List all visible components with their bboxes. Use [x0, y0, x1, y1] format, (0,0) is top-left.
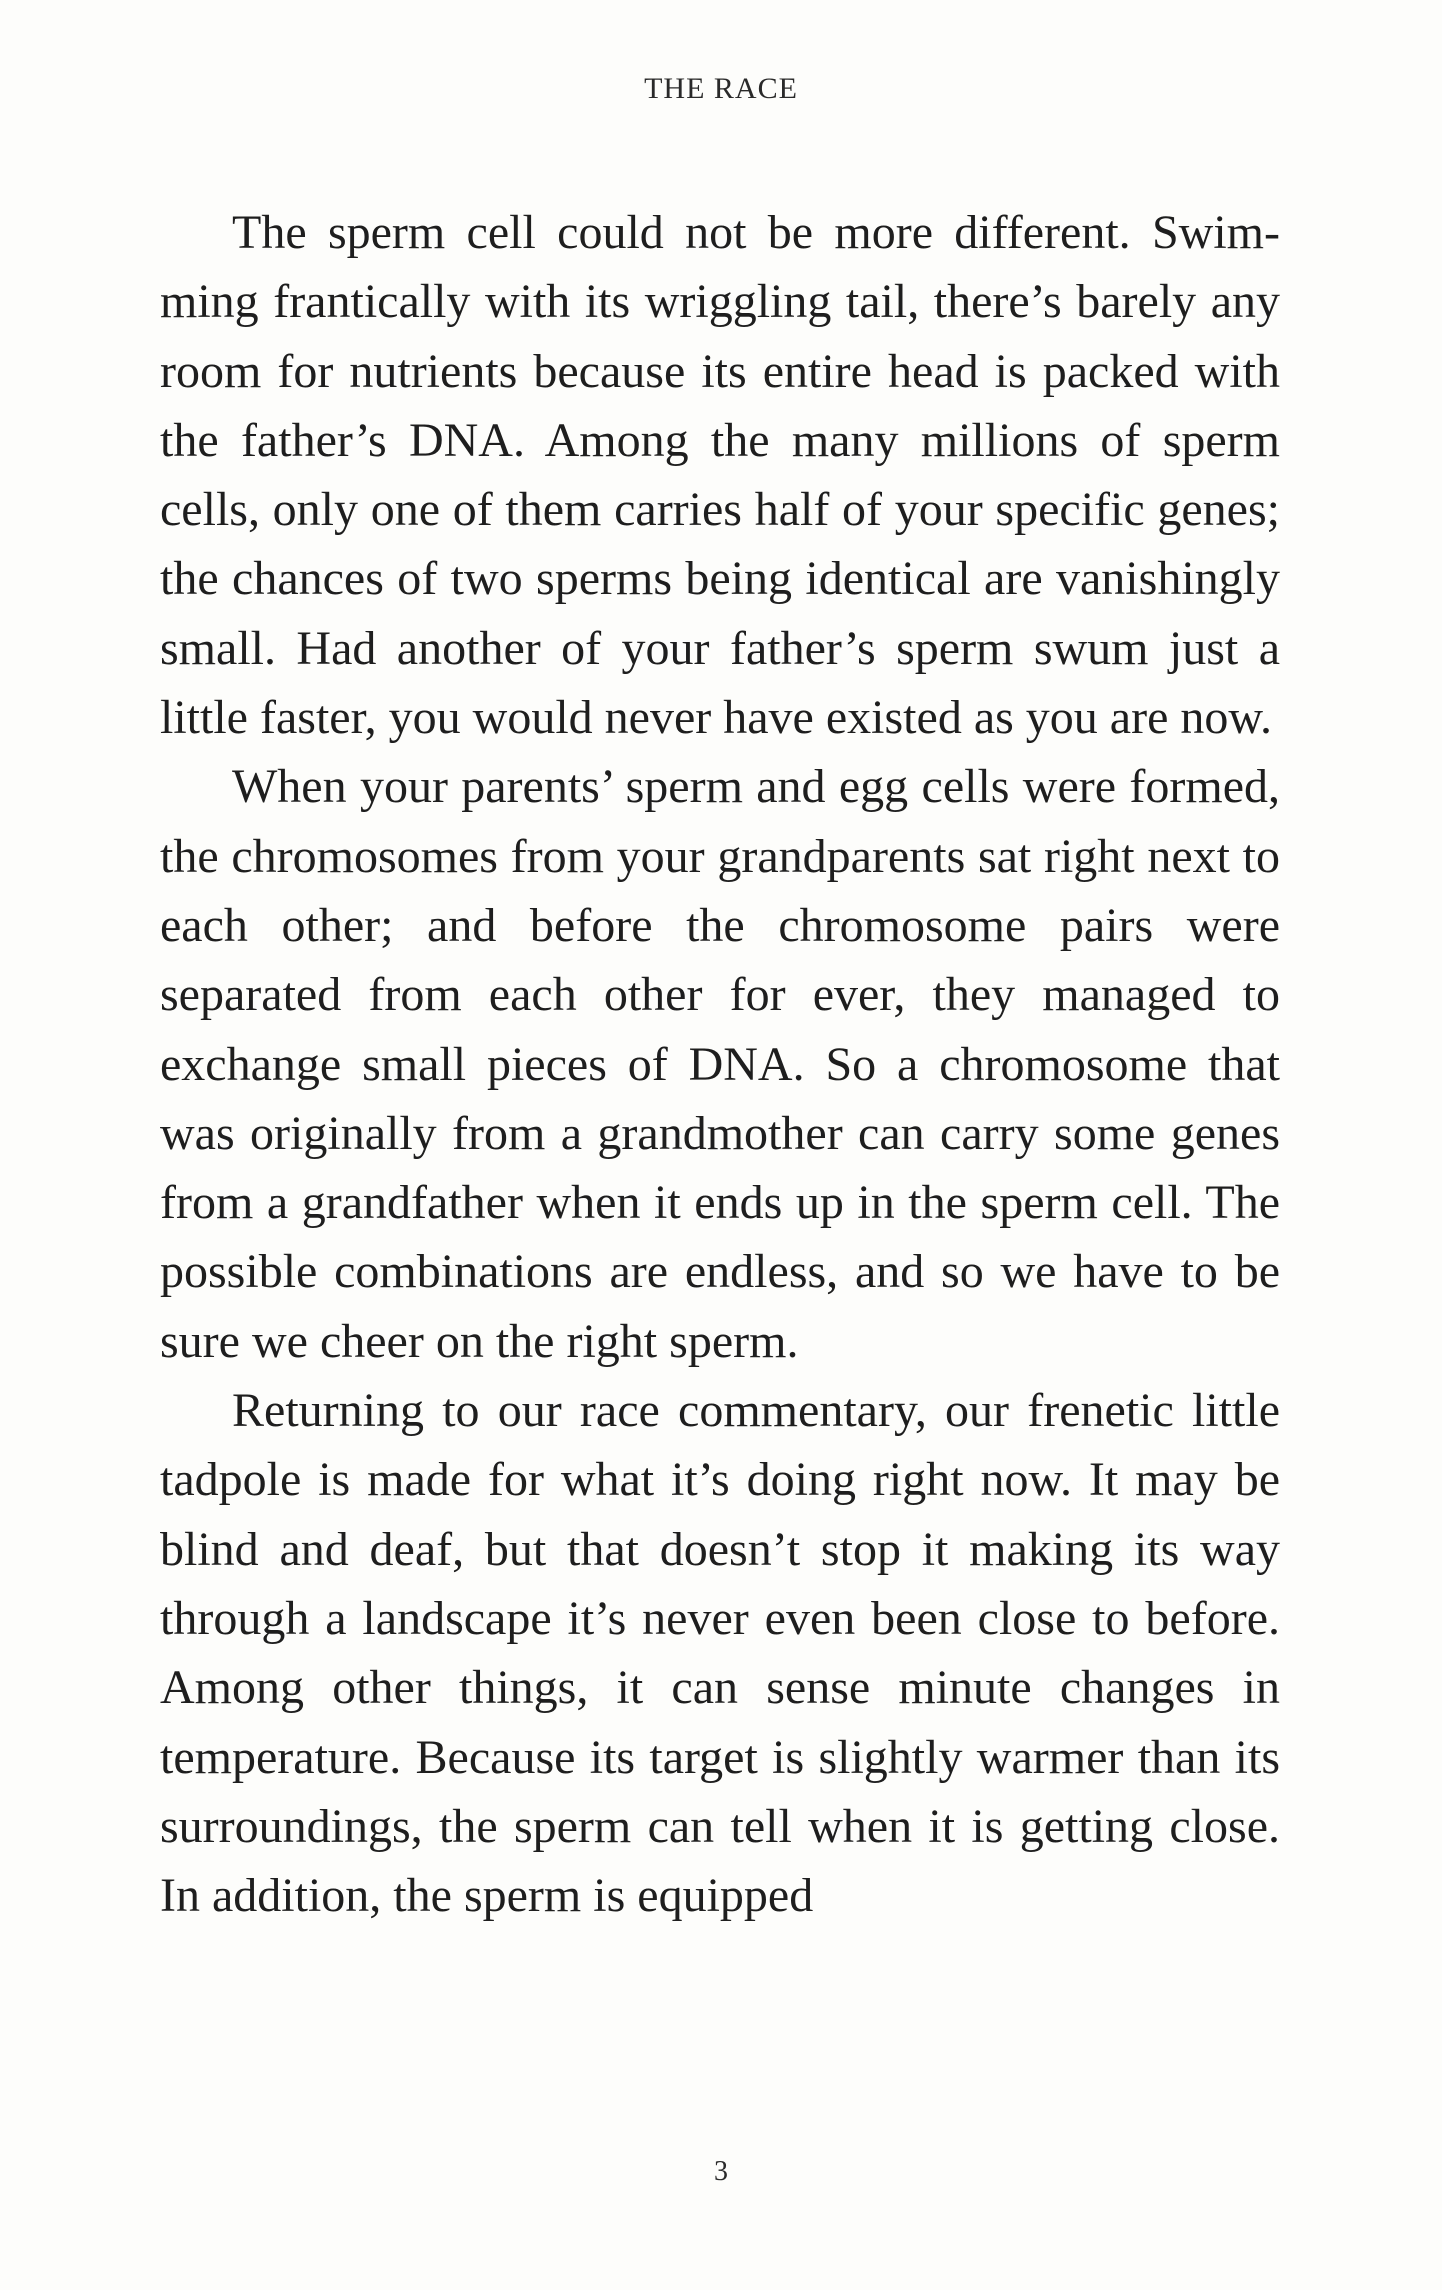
page-number: 3	[714, 2156, 728, 2187]
running-head: THE RACE	[644, 72, 798, 105]
body-text	[160, 198, 1280, 1930]
paragraph-1: The sperm cell could not be more different. Swimming frantically with its wriggling tail, there’s barely any room for nutrients because its entire head is packed with the father’s DNA. Among the many millions of sperm cells, only one of them carries half of your specific genes; the chances of two sperms being identical are vanishingly small. Had another of your father’s sperm swum just a little faster, you would never have existed as you are now.	[160, 206, 1280, 745]
paragraph-2: When your parents’ sperm and egg cells were formed, the chromosomes from your grandparents sat right next to each other; and before the chromosome pairs were separated from each other for ever, they managed to exchange small pieces of DNA. So a chromosome that was originally from a grandmother can carry some genes from a grandfather when it ends up in the sperm cell. The possible combinations are endless, and so we have to be sure we cheer on the right sperm.	[160, 760, 1280, 1368]
paragraph-3: Returning to our race commentary, our frenetic little tadpole is made for what it’s doing right now. It may be blind and deaf, but that doesn’t stop it making its way through a landscape it’s never even been close to before. Among other things, it can sense minute changes in temperature. Because its target is slightly warmer than its surroundings, the sperm can tell when it is getting close. In addition, the sperm is equipped	[160, 1384, 1280, 1923]
